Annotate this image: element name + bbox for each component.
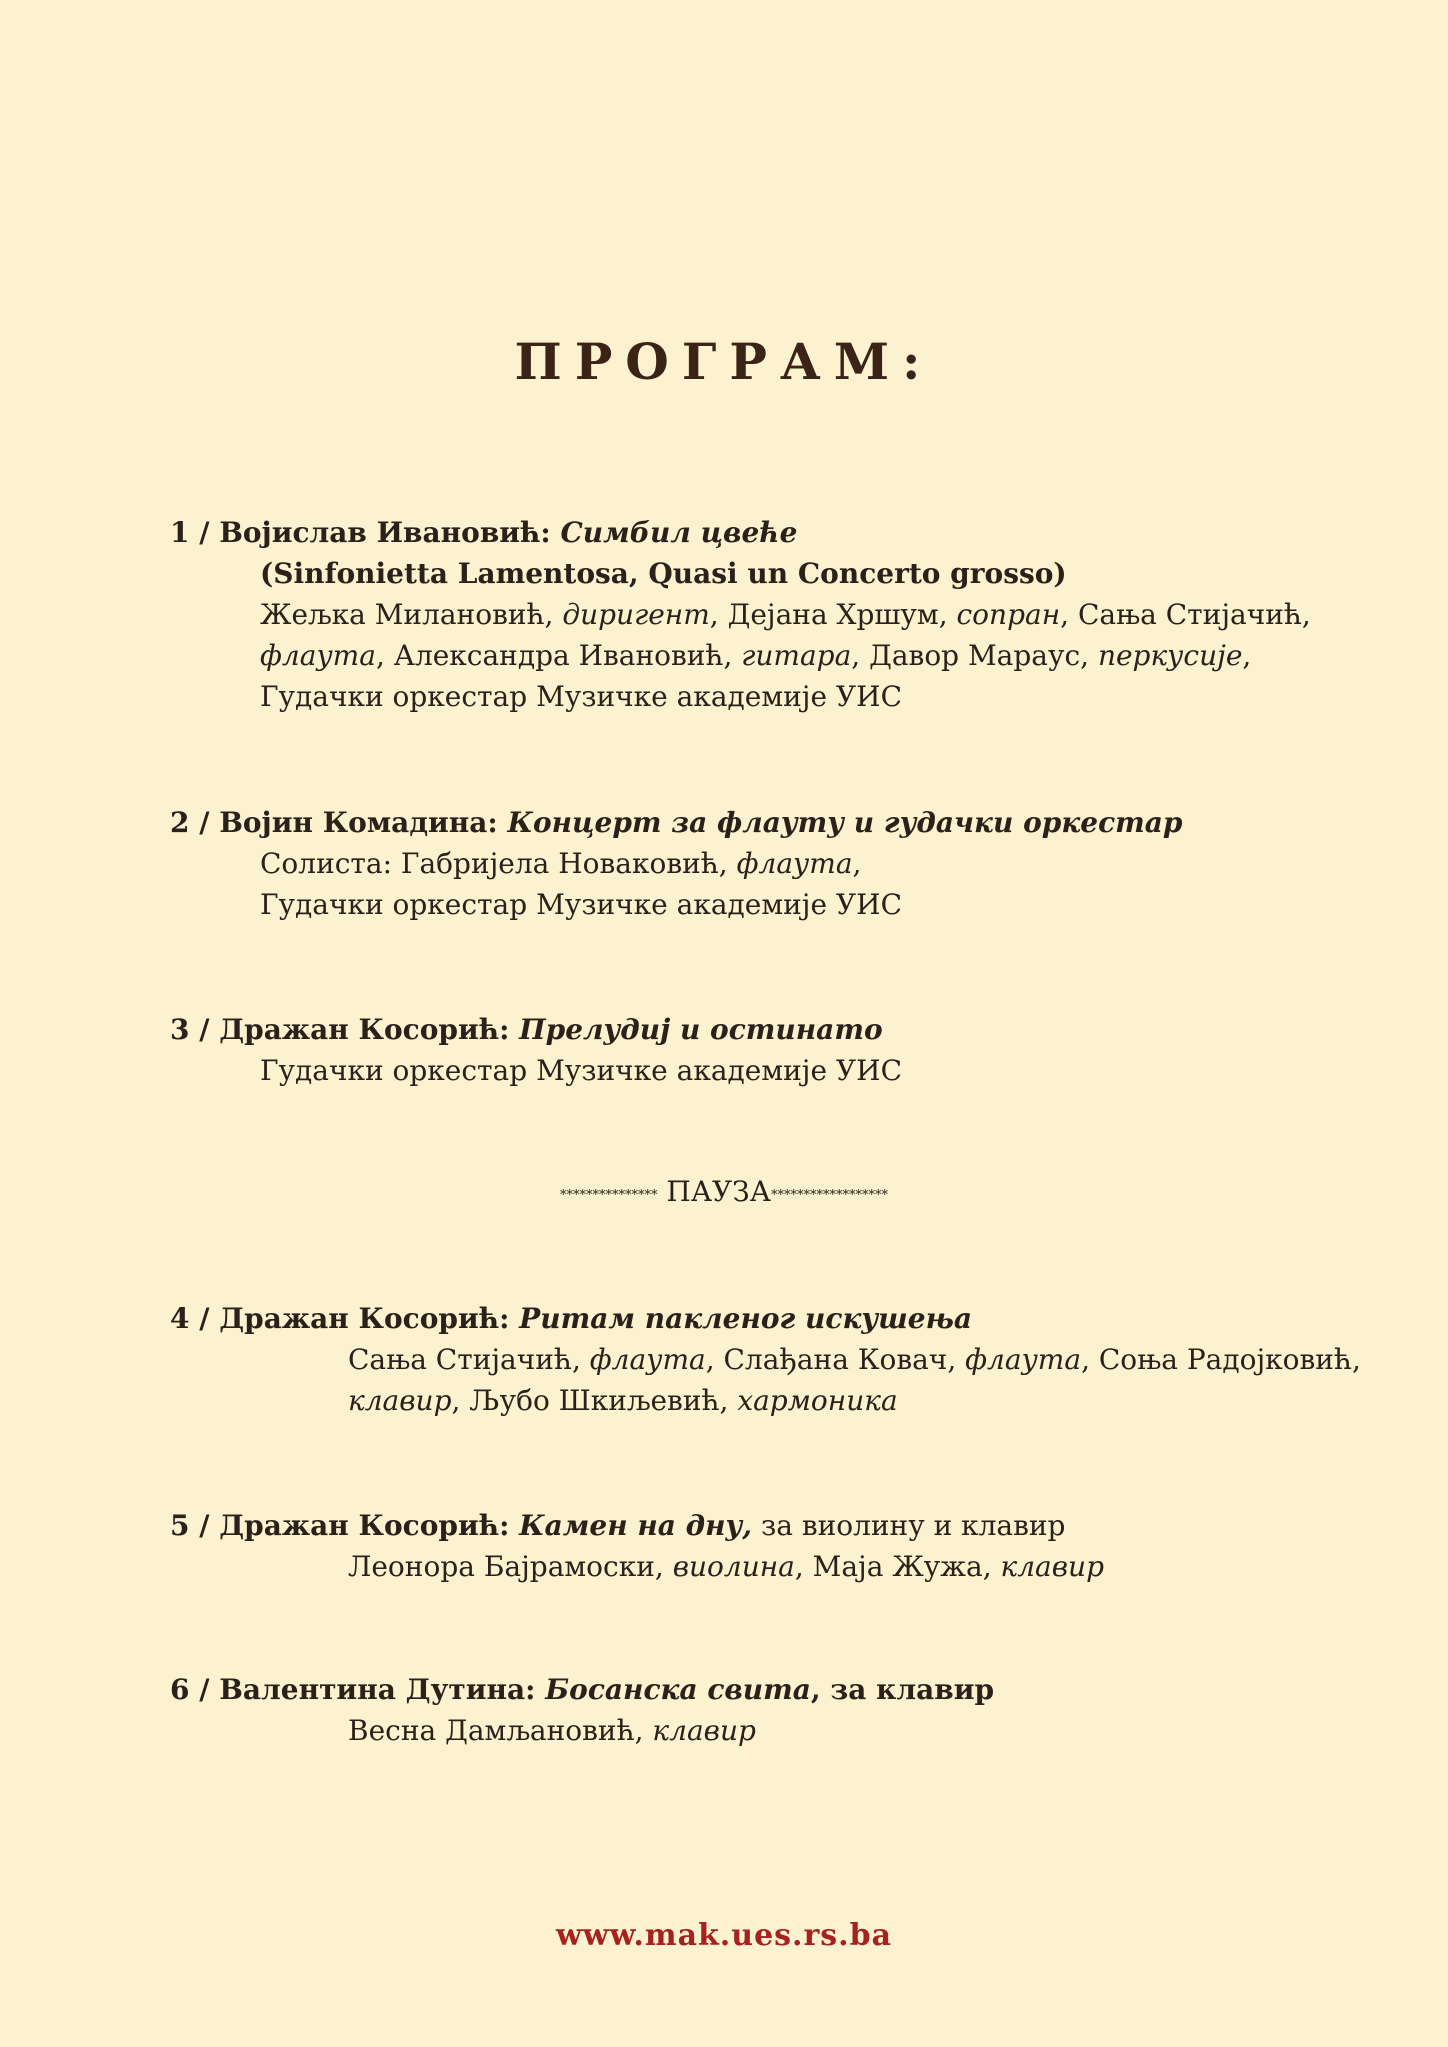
composer-name: Дражан Косорић: — [219, 1013, 520, 1046]
instrument-label: гитара — [741, 639, 852, 672]
performer-line — [170, 594, 1311, 635]
item-heading — [170, 1505, 1104, 1546]
program-item-2 — [170, 802, 1183, 925]
program-item-1 — [170, 512, 1311, 717]
program-item-6 — [170, 1669, 994, 1751]
instrument-label: клавир — [652, 1714, 756, 1747]
performer-line — [170, 843, 1183, 884]
page-title: ПРОГРАМ: — [514, 332, 934, 391]
instrument-label: перкусије — [1097, 639, 1243, 672]
performer-text: , — [1242, 639, 1252, 672]
performer-text: Леонора Бајрамоски, — [348, 1550, 673, 1583]
performer-text: Гудачки оркестар Музичке академије УИС — [260, 680, 902, 713]
intermission-label: ПАУЗА — [657, 1175, 771, 1208]
performer-line — [170, 1710, 994, 1751]
performer-text: , Давор Мараус, — [851, 639, 1098, 672]
performer-line — [170, 1339, 1361, 1380]
work-title: Камен на дну, — [519, 1509, 753, 1542]
performer-text: , Сања Стијачић, — [1060, 598, 1311, 631]
performer-text: Весна Дамљановић, — [348, 1714, 653, 1747]
performer-text: , Љубо Шкиљевић, — [451, 1384, 738, 1417]
performer-text: , Соња Радојковић, — [1081, 1343, 1361, 1376]
item-number: 6 / — [170, 1673, 220, 1706]
instrument-label: клавир — [1000, 1550, 1104, 1583]
performer-line — [170, 635, 1311, 676]
work-instrumentation: , за клавир — [810, 1673, 995, 1706]
performer-line — [170, 1380, 1361, 1421]
composer-name: Дражан Косорић: — [219, 1302, 520, 1335]
performer-text: Сања Стијачић, — [348, 1343, 590, 1376]
item-heading — [170, 1669, 994, 1710]
item-number: 3 / — [170, 1013, 220, 1046]
item-number: 2 / — [170, 806, 220, 839]
program-item-4 — [170, 1298, 1361, 1421]
item-number: 5 / — [170, 1509, 220, 1542]
instrument-label: хармоника — [737, 1384, 898, 1417]
work-title: Концерт за флауту и гудачки оркестар — [507, 806, 1183, 839]
performer-text: Солиста: Габријела Новаковић, — [260, 847, 737, 880]
performer-text: , Дејана Хршум, — [709, 598, 957, 631]
work-title: Симбил цвеће — [560, 516, 798, 549]
item-number: 4 / — [170, 1302, 220, 1335]
work-title: Прелудиј и остинато — [519, 1013, 883, 1046]
composer-name: Војин Комадина: — [219, 806, 508, 839]
instrument-label: флаута — [260, 639, 376, 672]
performer-text: , Маја Жужа, — [794, 1550, 1001, 1583]
performer-line — [170, 1546, 1104, 1587]
intermission — [0, 1175, 1448, 1208]
performer-text: , Александра Ивановић, — [375, 639, 742, 672]
instrument-label: флаута — [736, 847, 853, 880]
item-heading — [170, 512, 1311, 553]
performer-text: , Слађана Ковач, — [705, 1343, 966, 1376]
work-title: Ритам пакленог искушења — [519, 1302, 973, 1335]
program-item-3 — [170, 1009, 902, 1091]
performer-line — [170, 884, 1183, 925]
item-number: 1 / — [170, 516, 220, 549]
instrument-label: виолина — [672, 1550, 795, 1583]
instrument-label: флаута — [589, 1343, 706, 1376]
program-item-5 — [170, 1505, 1104, 1587]
instrument-label: диригент — [562, 598, 710, 631]
item-heading — [170, 1298, 1361, 1339]
performer-text: Гудачки оркестар Музичке академије УИС — [260, 888, 902, 921]
website-link[interactable]: www.mak.ues.rs.ba — [555, 1918, 893, 1953]
performer-line — [170, 676, 1311, 717]
performer-line — [170, 1050, 902, 1091]
instrument-label: флаута — [965, 1343, 1082, 1376]
performer-text: Гудачки оркестар Музичке академије УИС — [260, 1054, 902, 1087]
composer-name: Дражан Косорић: — [219, 1509, 520, 1542]
performer-text: , — [852, 847, 862, 880]
work-instrumentation: за виолину и клавир — [752, 1509, 1066, 1542]
item-heading — [170, 1009, 902, 1050]
composer-name: Валентина Дутина: — [219, 1673, 546, 1706]
stars-right: ****************** — [770, 1188, 888, 1203]
work-title: Босанска свита — [545, 1673, 811, 1706]
work-subtitle: (Sinfonietta Lamentosa, Quasi un Concerto grosso) — [260, 557, 1067, 590]
composer-name: Војислав Ивановић: — [219, 516, 561, 549]
instrument-label: клавир — [348, 1384, 452, 1417]
stars-left: *************** — [560, 1188, 658, 1203]
instrument-label: сопран — [956, 598, 1061, 631]
item-heading — [170, 802, 1183, 843]
performer-text: Жељка Милановић, — [260, 598, 563, 631]
